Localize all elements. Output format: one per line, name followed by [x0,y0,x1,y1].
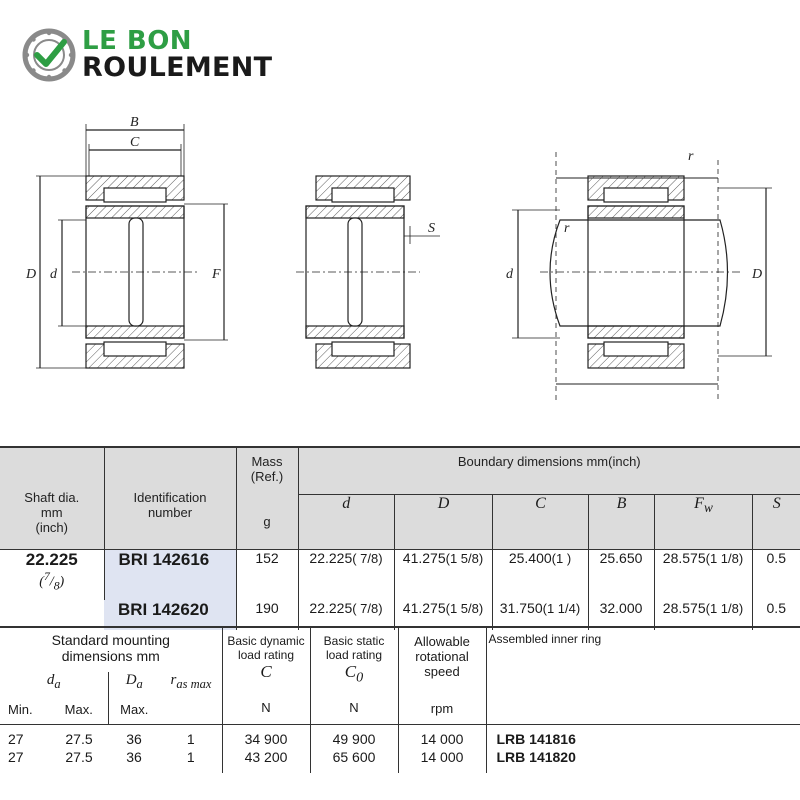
logo-text-top: LE BON [82,26,193,56]
ident-row-1: BRI 142616 [104,550,236,600]
D-row-1: 41.275(1 5/8) [394,550,492,600]
shaft-dia-header: Shaft dia. mm (inch) [24,490,80,535]
stat-load-header: Basic static load rating $C_0$ N [310,627,398,725]
dim-label-ra-top: r [688,149,694,164]
ras-row-1: 1 [186,731,195,747]
boundary-header: Boundary dimensions mm(inch) d D C B $F_w$ S [298,447,800,550]
D-row-2: 41.275(1 5/8) [394,600,492,630]
col-B: B [589,495,655,549]
bearing-spec-table [0,446,800,630]
inner-ring-row-2: LRB 141820 [486,749,800,773]
da-min-header: Min. [8,702,33,717]
bearing-check-icon [22,28,76,82]
da-max-header: Max. [64,702,93,717]
col-d: d [342,495,351,512]
bearing-technical-drawing [0,100,800,420]
S-row-1: 0.5 [752,550,800,600]
ras-row-2: 1 [186,748,195,765]
Da-max-row-2: 36 [126,748,142,765]
S-row-2: 0.5 [752,600,800,630]
speed-row-1: 14 000 [398,725,486,749]
d-row-1: 22.225( 7/8) [298,550,394,600]
ident-row-2: BRI 142620 [104,600,236,630]
logo-text-bottom: ROULEMENT [82,52,273,83]
mounting-spec-table [0,626,800,773]
B-row-2: 32.000 [588,600,654,630]
ident-header: Identification number [104,447,236,550]
speed-row-2: 14 000 [398,749,486,773]
dim-label-B: B [130,115,139,130]
d-row-2: 22.225( 7/8) [298,600,394,630]
speed-header: Allowable rotational speed rpm [398,627,486,725]
col-Fw: $F_w$ [655,495,753,549]
da-max-row-2: 27.5 [65,748,93,765]
inner-ring-header: Assembled inner ring [486,627,800,725]
da-min-row-2: 27 [8,748,24,765]
dim-label-da: d [506,267,513,282]
C-row-2: 31.750(1 1/4) [492,600,588,630]
Cr-row-1: 34 900 [222,725,310,749]
C0-row-2: 65 600 [310,749,398,773]
da-min-row-1: 27 [8,731,24,747]
Da-max-row-1: 36 [126,731,142,747]
dim-label-Fw: F [212,267,221,282]
ras-header: $r_{as max}$ [170,672,212,691]
mass-header: Mass (Ref.) g [236,447,298,550]
dim-label-C: C [130,135,140,150]
C-row-1: 25.400(1 ) [492,550,588,600]
C0-row-1: 49 900 [310,725,398,749]
Fw-row-1: 28.575(1 1/8) [654,550,752,600]
da-header: $d_a$ [46,672,61,691]
col-D: D [395,495,493,549]
shaft-dia-value: 22.225 $(^7/_8)$ [25,550,78,593]
dim-label-d: d [50,267,57,282]
B-row-1: 25.650 [588,550,654,600]
mass-row-1: 152 [236,550,298,600]
dyn-load-header: Basic dynamic load rating C N [222,627,310,725]
dim-label-S: S [428,221,435,236]
mass-row-2: 190 [236,600,298,630]
da-max-row-1: 27.5 [65,731,93,747]
Da-max-header: Max. [108,702,160,724]
Da-header: $D_a$ [108,672,160,702]
Fw-row-2: 28.575(1 1/8) [654,600,752,630]
dim-label-ra-mid: r [564,221,570,236]
col-C: C [493,495,589,549]
Cr-row-2: 43 200 [222,749,310,773]
dim-label-D: D [26,267,37,282]
col-S: S [753,495,800,549]
inner-ring-row-1: LRB 141816 [486,725,800,749]
logo [22,26,302,86]
dim-label-Da: D [752,267,763,282]
mount-header: Standard mounting dimensions mm $d_a$ $D_a$ $r_{as max}$ Min. Max. Max. [0,627,222,725]
